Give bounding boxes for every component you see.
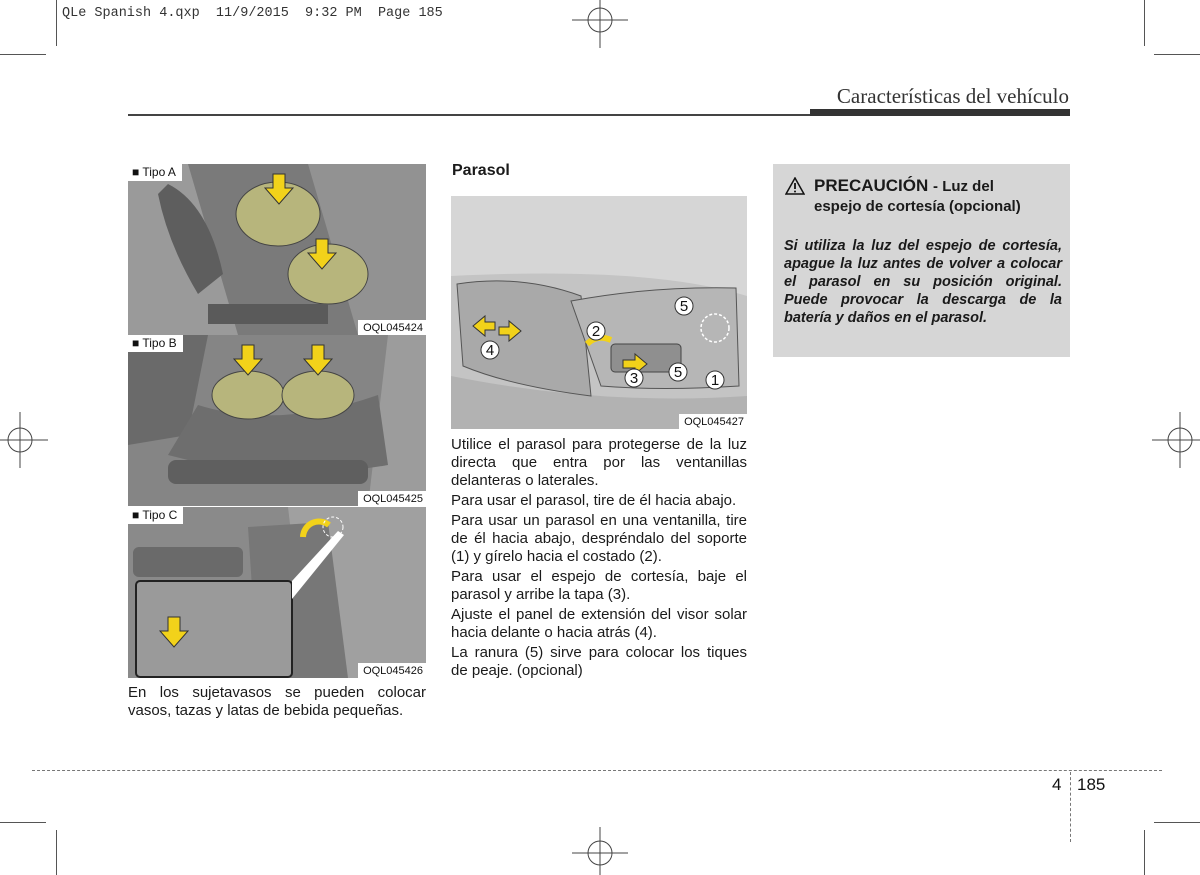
figure-code: OQL045427: [679, 414, 747, 429]
warning-icon: [785, 177, 805, 195]
cupholder-figure-type-a: [128, 164, 426, 335]
chapter-number: 4: [1052, 775, 1062, 794]
callout-2: 2: [591, 323, 601, 340]
crop-mark: [0, 822, 46, 823]
crop-mark: [1144, 830, 1145, 875]
crop-mark: [1144, 0, 1145, 46]
sunvisor-body: [451, 436, 747, 682]
paragraph: Para usar el espejo de cortesía, baje el parasol y arribe la tapa (3).: [451, 568, 747, 603]
footer-rule: [32, 770, 1162, 771]
figure-tag: ■ Tipo C: [128, 507, 183, 524]
callout-5: 5: [679, 298, 689, 315]
callout-1: 1: [710, 372, 720, 389]
crop-mark: [56, 0, 57, 46]
cupholder-figure-type-b: [128, 335, 426, 506]
figure-code: OQL045426: [358, 663, 426, 678]
caution-subtitle-cont: espejo de cortesía (opcional): [814, 198, 1021, 215]
crop-mark: [0, 54, 46, 55]
page-number: 185: [1077, 775, 1106, 794]
caution-text: Si utiliza la luz del espejo de cortesía, apague la luz antes de volver a colocar el parasol en su posición original. Puede provocar la descarga de la batería y daños en el parasol.: [784, 238, 1062, 326]
sunvisor-heading: Parasol: [452, 162, 510, 179]
paragraph: Utilice el parasol para protegerse de la luz directa que entra por las ventanillas delanteras o laterales.: [451, 436, 747, 489]
paragraph: Para usar un parasol en una ventanilla, tire de él hacia abajo, despréndalo del soporte (1) y gírelo hacia el costado (2).: [451, 512, 747, 565]
cupholder-caption: En los sujetavasos se pueden colocar vasos, tazas y latas de bebida pequeñas.: [128, 684, 426, 719]
sunvisor-figure: [451, 196, 747, 429]
caution-subtitle: - Luz del: [933, 178, 994, 195]
print-slug: QLe Spanish 4.qxp 11/9/2015 9:32 PM Page 185: [62, 6, 443, 21]
paragraph: Para usar el parasol, tire de él hacia abajo.: [451, 492, 737, 509]
registration-mark-right: [1150, 410, 1200, 470]
registration-mark-left: [0, 410, 50, 470]
registration-mark-bottom: [570, 825, 630, 875]
cupholder-illustration: [128, 164, 426, 335]
sunvisor-illustration: [451, 196, 747, 429]
registration-mark-top: [570, 0, 630, 50]
cupholder-figure-type-c: [128, 507, 426, 678]
paragraph: Ajuste el panel de extensión del visor solar hacia delante o hacia atrás (4).: [451, 606, 747, 641]
callout-5b: 5: [673, 364, 683, 381]
crop-mark: [1154, 54, 1200, 55]
cupholder-illustration: [128, 507, 426, 678]
header-rule: [128, 114, 813, 116]
figure-code: OQL045425: [358, 491, 426, 506]
caution-box: [773, 164, 1070, 357]
section-title: Características del vehículo: [836, 84, 1069, 108]
cupholder-illustration: [128, 335, 426, 506]
figure-code: OQL045424: [358, 320, 426, 335]
caution-heading: [814, 176, 1059, 216]
paragraph: La ranura (5) sirve para colocar los tiques de peaje. (opcional): [451, 644, 747, 679]
caution-title: PRECAUCIÓN: [814, 176, 929, 195]
header-rule-bar: [810, 109, 1070, 116]
footer-divider: [1070, 772, 1071, 842]
crop-mark: [1154, 822, 1200, 823]
callout-3: 3: [629, 370, 639, 387]
callout-4: 4: [485, 342, 495, 359]
figure-tag: ■ Tipo A: [128, 164, 182, 181]
figure-tag: ■ Tipo B: [128, 335, 183, 352]
crop-mark: [56, 830, 57, 875]
